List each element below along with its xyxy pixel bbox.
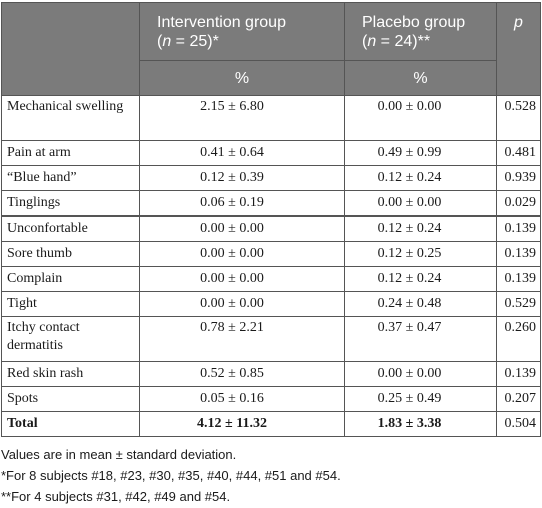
placebo-group-label: Placebo group — [362, 13, 466, 31]
row-label: Unconfortable — [2, 216, 140, 242]
p-value: 0.528 — [497, 96, 541, 141]
table-row — [2, 166, 541, 191]
row-label: Tinglings — [2, 191, 140, 217]
table-row-total — [2, 412, 541, 437]
table-row — [2, 387, 541, 412]
p-value: 0.260 — [497, 317, 541, 362]
row-label: Total — [2, 412, 140, 437]
placebo-value: 0.25 ± 0.49 — [345, 387, 497, 412]
table-row — [2, 292, 541, 317]
table-row — [2, 141, 541, 166]
results-table — [1, 2, 541, 437]
placebo-value: 0.12 ± 0.25 — [345, 242, 497, 267]
row-label: Mechanical swelling — [2, 96, 140, 141]
placebo-value: 0.00 ± 0.00 — [345, 96, 497, 141]
placebo-value: 0.37 ± 0.47 — [345, 317, 497, 362]
placebo-value: 0.12 ± 0.24 — [345, 267, 497, 292]
p-value: 0.939 — [497, 166, 541, 191]
placebo-value: 0.00 ± 0.00 — [345, 362, 497, 387]
intervention-group-label: Intervention group — [157, 13, 286, 31]
intervention-n-variable: n — [162, 32, 172, 50]
placebo-n-count: = 24)** — [376, 32, 431, 50]
p-value: 0.139 — [497, 267, 541, 292]
row-label: Pain at arm — [2, 141, 140, 166]
table-body — [2, 96, 541, 437]
placebo-n-variable: n — [367, 32, 377, 50]
row-label: Tight — [2, 292, 140, 317]
intervention-value: 0.06 ± 0.19 — [140, 191, 345, 217]
p-value: 0.481 — [497, 141, 541, 166]
intervention-value: 0.00 ± 0.00 — [140, 267, 345, 292]
placebo-value: 0.49 ± 0.99 — [345, 141, 497, 166]
table-row — [2, 191, 541, 217]
unit-placebo: % — [345, 61, 497, 96]
p-value: 0.139 — [497, 242, 541, 267]
row-label: Red skin rash — [2, 362, 140, 387]
footnote-values: Values are in mean ± standard deviation. — [1, 447, 237, 462]
intervention-n-count: = 25)* — [171, 32, 219, 50]
row-label: Spots — [2, 387, 140, 412]
row-label: Complain — [2, 267, 140, 292]
p-value: 0.529 — [497, 292, 541, 317]
header-intervention-group: Intervention group (n = 25)* — [140, 3, 345, 61]
intervention-value: 0.00 ± 0.00 — [140, 292, 345, 317]
placebo-value: 0.24 ± 0.48 — [345, 292, 497, 317]
table-footnotes — [1, 444, 341, 507]
table-row — [2, 267, 541, 292]
header-p-value: p — [497, 3, 541, 96]
p-value: 0.207 — [497, 387, 541, 412]
unit-intervention: % — [140, 61, 345, 96]
intervention-value: 2.15 ± 6.80 — [140, 96, 345, 141]
placebo-value: 1.83 ± 3.38 — [345, 412, 497, 437]
p-value: 0.029 — [497, 191, 541, 217]
row-label: Sore thumb — [2, 242, 140, 267]
placebo-value: 0.12 ± 0.24 — [345, 216, 497, 242]
footnote-placebo: **For 4 subjects #31, #42, #49 and #54. — [1, 489, 231, 504]
p-value: 0.139 — [497, 362, 541, 387]
p-value: 0.504 — [497, 412, 541, 437]
header-placebo-group: Placebo group (n = 24)** — [345, 3, 497, 61]
table-row — [2, 242, 541, 267]
table-row — [2, 216, 541, 242]
placebo-value: 0.00 ± 0.00 — [345, 191, 497, 217]
placebo-value: 0.12 ± 0.24 — [345, 166, 497, 191]
intervention-value: 0.78 ± 2.21 — [140, 317, 345, 362]
p-value: 0.139 — [497, 216, 541, 242]
header-row-groups — [2, 3, 541, 61]
row-label: Itchy contact dermatitis — [2, 317, 140, 362]
intervention-value: 0.05 ± 0.16 — [140, 387, 345, 412]
header-corner-cell — [2, 3, 140, 96]
intervention-value: 0.52 ± 0.85 — [140, 362, 345, 387]
intervention-value: 0.12 ± 0.39 — [140, 166, 345, 191]
intervention-value: 0.00 ± 0.00 — [140, 242, 345, 267]
intervention-value: 4.12 ± 11.32 — [140, 412, 345, 437]
table-row — [2, 362, 541, 387]
table-header — [2, 3, 541, 96]
table-row — [2, 96, 541, 141]
footnote-intervention: *For 8 subjects #18, #23, #30, #35, #40, #44, #51 and #54. — [1, 468, 341, 483]
intervention-value: 0.41 ± 0.64 — [140, 141, 345, 166]
table-row — [2, 317, 541, 362]
row-label: “Blue hand” — [2, 166, 140, 191]
intervention-value: 0.00 ± 0.00 — [140, 216, 345, 242]
